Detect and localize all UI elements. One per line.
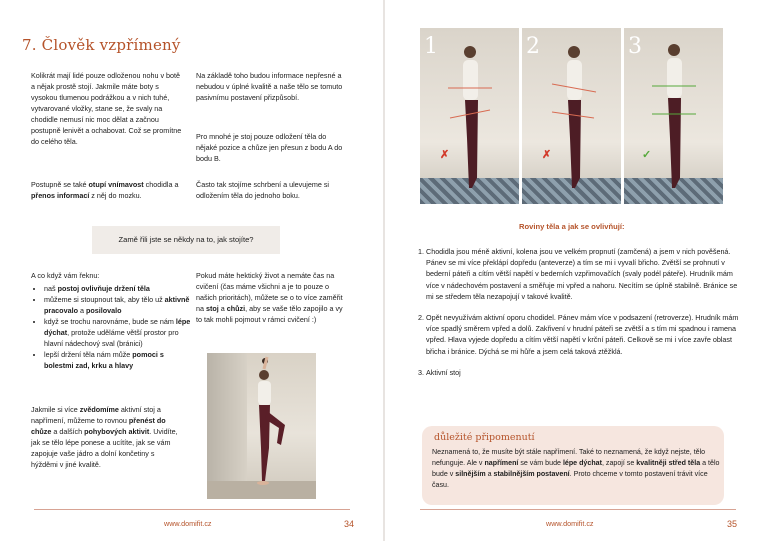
question-callout: Zamě řili jste se někdy na to, jak stojíte? [92, 226, 280, 254]
list-item: • naš postoj ovlivňuje držení těla [44, 283, 194, 294]
reminder-title: důležité připomenutí [434, 432, 535, 443]
yoga-photo [207, 353, 316, 499]
reminder-text: Neznamená to, že musíte být stále napřímení. Také to neznamená, že když nejste, tělo nefunguje. Ale v napřímení se vám bude lépe dýchat, zapojí se kvalitněji střed těla a tělo bude v silnějším a stabilnějším postavení. Proto chceme v tomto postavení trávit více času. [432, 448, 720, 489]
slouch-paragraph: Často tak stojíme schrbení a ulevujeme si odložením těla do jednoho boku. [196, 180, 330, 200]
right-page [385, 0, 768, 541]
reminder-box [422, 426, 724, 505]
posture-photo-2 [522, 28, 621, 204]
posture-photo-3 [624, 28, 723, 204]
list-intro: A co když vám řeknu: [31, 271, 100, 280]
page-number: 35 [727, 519, 738, 529]
list-item: 1. Chodidla jsou méně aktivní, kolena jsou ve velkém propnutí (zamčená) a jsem v nich pověšená. Pánev se mi více překlápí dopředu (anteverze) a tím se mi i vyvalí břicho. Zvětší se prohnutí v bederní páteři a cítím větší napětí v bederních vzpřimovačích (svaly podél páteře). Hrudník mám více v nádechovém postavení a směřuje mi vpřed a nahoru. Necítím se úplně stabilně. Bránice se mi se středem těla nezapojují v takové kvalitě. [426, 246, 746, 302]
perception-paragraph: Postupně se také otupí vnímavost chodidla a přenos informací z něj do mozku. [31, 180, 179, 200]
incorrect-mark-icon: ✗ [542, 149, 552, 161]
correct-mark-icon: ✓ [642, 149, 652, 161]
left-page [0, 0, 383, 541]
list-item: • když se trochu narovnáme, bude se nám lépe dýchat, protože uděláme větší prostor pro hlavní nádechový sval (bránici) [44, 316, 194, 349]
photo-number: 3 [628, 34, 642, 59]
section-subtitle: Roviny těla a jak se ovlivňují: [519, 222, 625, 231]
list-item: • lepší držení těla nám může pomoci s bolestmi zad, krku a hlavy [44, 349, 194, 371]
photo-number: 2 [526, 34, 540, 59]
list-item: • můžeme si stoupnout tak, aby tělo už aktivně pracovalo a posilovalo [44, 294, 194, 316]
list-item: 3. Aktivní stoj [426, 367, 746, 378]
hectic-life-paragraph: Pokud máte hektický život a nemáte čas na cvičení (čas máme všichni a je to pouze o našich prioritách), můžete se o to více zaměřit na stoj a chůzi, aby se vaše tělo zapojilo a vy to tak mohli pojmout v rámci cvičení :) [196, 271, 343, 324]
footer-url[interactable]: www.domifit.cz [546, 519, 594, 528]
benefits-list [30, 283, 194, 371]
list-item: 2. Opět nevyužívám aktivní oporu chodidel. Pánev mám více v podsazení (retroverze). Hrudník mám více spadlý směrem vpřed a dolů. Zakřivení v hrudní páteři se zvětší a s tím mi spadnou i ramena vpřed. Hlava vyjede dopředu a cítím větší napětí v krční páteři. Celkově se mi i více zavře oblast břicha i bránice. Dýchá se mi hůře a jsem celá taková ztěžklá. [426, 312, 746, 357]
photo-number: 1 [424, 34, 438, 59]
information-paragraph: Na základě toho budou informace nepřesné a nebudou v úplné kvalitě a naše tělo se tomuto pasivnímu postavení přizpůsobí. [196, 71, 343, 102]
footer-url[interactable]: www.domifit.cz [164, 519, 212, 528]
posture-photo-1 [420, 28, 519, 204]
standing-paragraph: Pro mnohé je stoj pouze odložení těla do nějaké pozice a chůze jen přesun z bodu A do bodu B. [196, 132, 343, 163]
page-title: 7. Člověk vzpřímený [22, 36, 181, 54]
posture-steps-list [412, 246, 746, 388]
awareness-paragraph: Jakmile si více zvědomíme aktivní stoj a napřímení, můžeme to rovnou přenést do chůze a dalších pohybových aktivit. Uvidíte, jak se tělo lépe ponese a ucítíte, jak se vám zapojuje vaše jádro a dolní končetiny s hýžděmi v jiné kvalitě. [31, 405, 178, 469]
intro-paragraph: Kolikrát mají lidé pouze odloženou nohu v botě a nějak prostě stojí. Jakmile máte boty s vysokou tlumenou podrážkou a v nich tuhé, vytvarované vložky, stane se, že svaly na chodidle nemusí nic moc dělat a začnou postupně lenivět a ochabovat. Což se promítne do celého těla. [31, 71, 182, 146]
footer-line [420, 509, 736, 510]
yoga-figure [207, 353, 316, 499]
page-number: 34 [344, 519, 355, 529]
footer-line [34, 509, 350, 510]
incorrect-mark-icon: ✗ [440, 149, 450, 161]
